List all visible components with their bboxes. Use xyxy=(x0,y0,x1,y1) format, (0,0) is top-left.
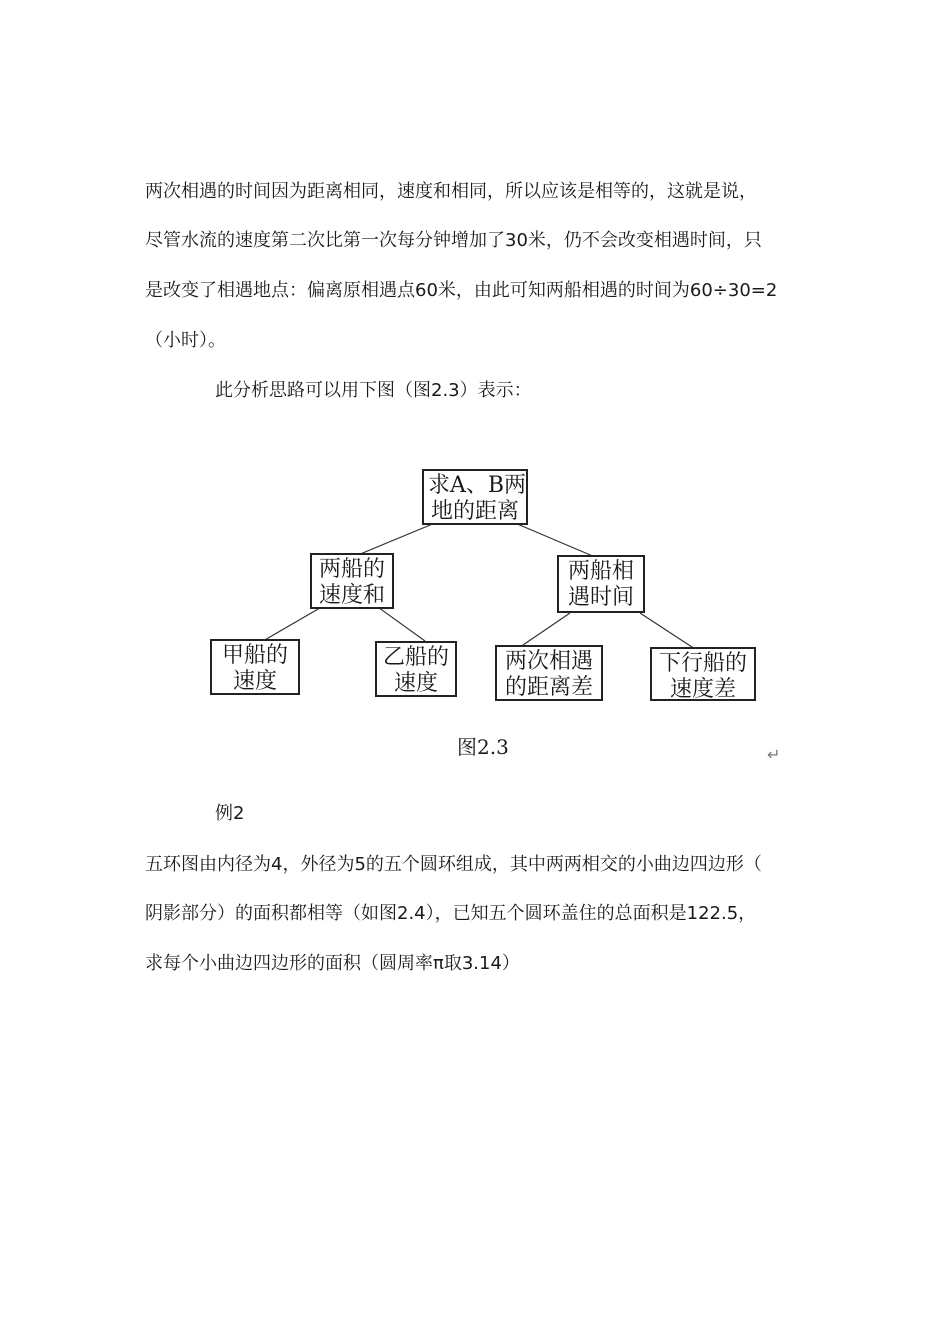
node-distance-difference: 两次相遇 的距离差 xyxy=(495,645,603,701)
example-line: 求每个小曲边四边形的面积（圆周率π取3.14） xyxy=(145,953,520,974)
example-label: 例2 xyxy=(215,803,245,824)
connector-right-rl xyxy=(523,613,570,645)
node-boat-b-speed: 乙船的 速度 xyxy=(375,641,457,697)
node-boat-speed-sum: 两船的 速度和 xyxy=(310,553,394,609)
node-meeting-time: 两船相 遇时间 xyxy=(557,555,645,613)
node-boat-a-speed: 甲船的 速度 xyxy=(210,639,300,695)
node-root: 求A、B两 地的距离 xyxy=(422,469,528,525)
connector-left-lr xyxy=(375,605,425,641)
connector-root-left xyxy=(353,523,435,557)
paragraph-line: 两次相遇的时间因为距离相同，速度和相同，所以应该是相等的，这就是说， xyxy=(145,181,757,202)
figure-caption: 图2.3 xyxy=(457,735,509,759)
tree-diagram xyxy=(195,455,795,775)
example-line: 五环图由内径为4，外径为5的五个圆环组成，其中两两相交的小曲边四边形（ xyxy=(145,854,762,875)
paragraph-line: 是改变了相遇地点：偏离原相遇点60米，由此可知两船相遇的时间为60÷30=2 xyxy=(145,280,778,301)
connector-root-right xyxy=(515,523,595,557)
connector-right-rr xyxy=(640,613,695,649)
connector-left-ll xyxy=(263,605,325,641)
paragraph-line: 尽管水流的速度第二次比第一次每分钟增加了30米，仍不会改变相遇时间，只 xyxy=(145,230,762,251)
return-mark-icon: ↵ xyxy=(767,745,781,764)
node-downstream-speed-difference: 下行船的 速度差 xyxy=(650,647,756,701)
example-line: 阴影部分）的面积都相等（如图2.4），已知五个圆环盖住的总面积是122.5， xyxy=(145,903,757,924)
diagram-intro: 此分析思路可以用下图（图2.3）表示： xyxy=(215,380,532,401)
paragraph-line: （小时）。 xyxy=(145,330,226,351)
